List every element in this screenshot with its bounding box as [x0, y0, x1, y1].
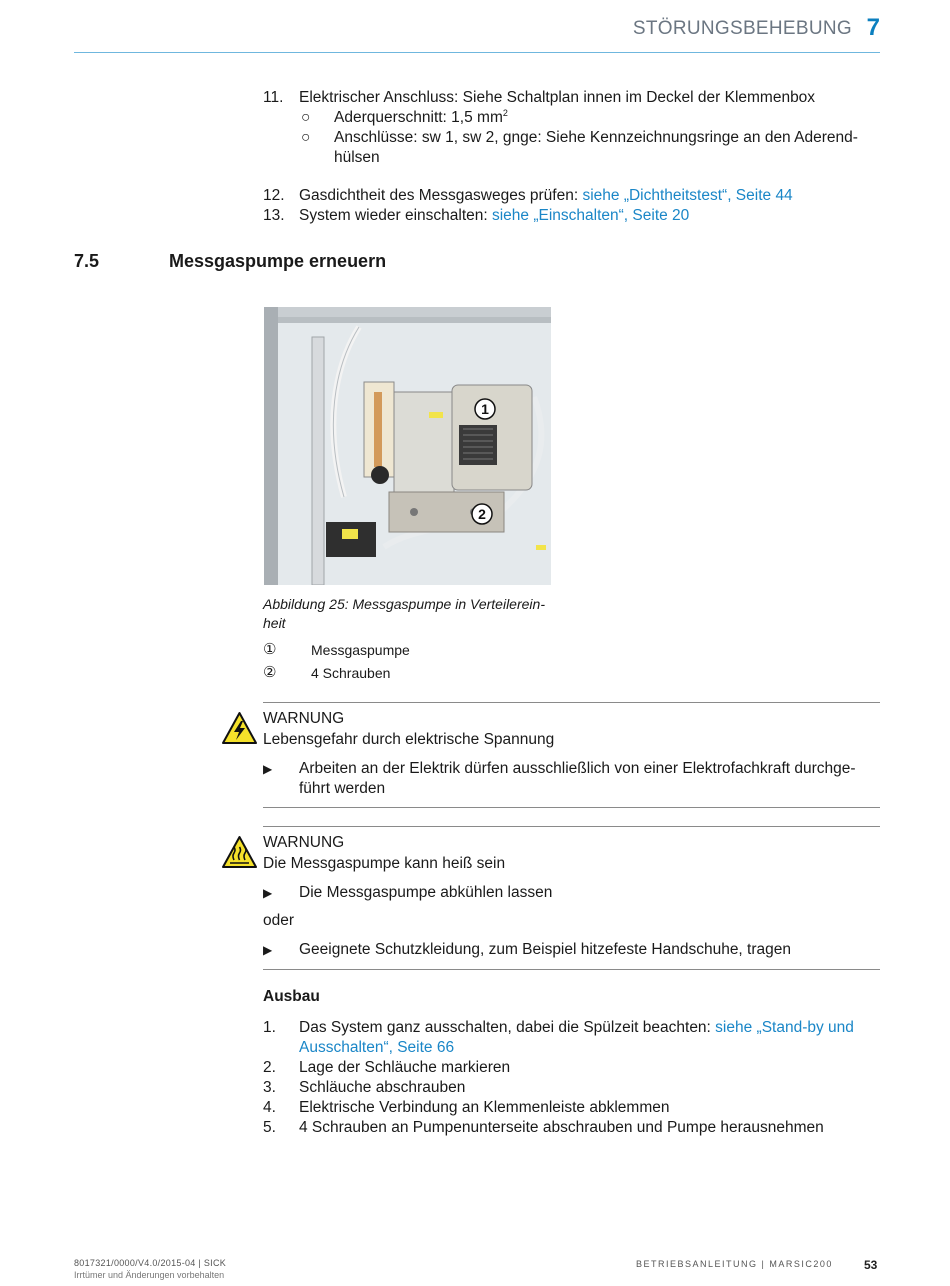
sub-item-text: Aderquerschnitt: 1,5 mm — [334, 109, 503, 126]
step-number: 1. — [263, 1019, 276, 1036]
step-text-cont — [299, 1038, 874, 1058]
legend-text: 4 Schrauben — [311, 665, 391, 681]
step-text-main: Das System ganz ausschalten, dabei die Spülzeit beachten: — [299, 1019, 716, 1036]
link-einschalten[interactable]: siehe „Einschalten“, Seite 20 — [491, 207, 690, 224]
callout-2: 2 — [478, 506, 486, 522]
section-title: Messgaspumpe erneuern — [169, 251, 387, 271]
ausbau-heading: Ausbau — [263, 988, 320, 1005]
footer-manual: BETRIEBSANLEITUNG | MARSIC200 — [636, 1259, 833, 1269]
action-line: führt werden — [299, 780, 386, 797]
legend-text: Messgaspumpe — [311, 642, 410, 658]
chapter-number: 7 — [866, 14, 880, 41]
sub-bullet: ○ — [301, 109, 311, 126]
step-number: 13. — [263, 207, 285, 224]
chapter-title: STÖRUNGSBEHEBUNG — [632, 18, 852, 39]
pump-photo — [264, 307, 551, 585]
footer-disclaimer: Irrtümer und Änderungen vorbehalten — [74, 1270, 225, 1280]
step-text — [299, 206, 874, 226]
legend-mark: ② — [263, 664, 277, 681]
action-arrow-icon: ▶ — [263, 943, 273, 957]
step-text: Schläuche abschrauben — [299, 1079, 466, 1096]
step-text: Elektrischer Anschluss: Siehe Schaltplan innen im Deckel der Klemmenbox — [299, 89, 816, 106]
step-number: 12. — [263, 187, 285, 204]
superscript: 2 — [502, 107, 508, 118]
step-text-main: System wieder einschalten: — [299, 207, 492, 224]
sub-item-text-cont: hülsen — [334, 149, 380, 166]
footer-doc-id: 8017321/0000/V4.0/2015-04 | SICK — [74, 1258, 227, 1268]
step-text — [299, 1018, 874, 1038]
legend-mark: ① — [263, 641, 277, 658]
page-number: 53 — [864, 1258, 878, 1272]
step-number: 2. — [263, 1059, 276, 1076]
step-text-main: Gasdichtheit des Messgasweges prüfen: — [299, 187, 583, 204]
link-dichtheitstest[interactable]: siehe „Dichtheitstest“, Seite 44 — [582, 187, 793, 204]
warning-action — [299, 759, 874, 799]
or-text: oder — [263, 912, 295, 929]
warning-title: WARNUNG — [263, 834, 345, 851]
section-number: 7.5 — [74, 251, 100, 271]
step-text: 4 Schrauben an Pumpenunterseite abschrauben und Pumpe herausnehmen — [299, 1119, 824, 1136]
link-standby[interactable]: siehe „Stand-by und — [715, 1019, 854, 1036]
action-arrow-icon: ▶ — [263, 762, 273, 776]
warning-rule-bottom — [263, 969, 880, 970]
pump-illustration — [264, 307, 551, 585]
warning-action: Geeignete Schutzkleidung, zum Beispiel hitzefeste Handschuhe, tragen — [299, 941, 791, 958]
step-number: 3. — [263, 1079, 276, 1096]
warning-action: Die Messgaspumpe abkühlen lassen — [299, 884, 553, 901]
action-line: Arbeiten an der Elektrik dürfen ausschließlich von einer Elektrofachkraft durchge- — [299, 760, 856, 777]
step-text — [299, 186, 874, 206]
warning-title: WARNUNG — [263, 710, 345, 727]
warning-subtitle: Die Messgaspumpe kann heiß sein — [263, 855, 506, 872]
sub-bullet: ○ — [301, 129, 311, 146]
caption-line: heit — [263, 615, 286, 631]
figure-caption — [263, 595, 563, 633]
sub-item-text: Anschlüsse: sw 1, sw 2, gnge: Siehe Kennzeichnungsringe an den Aderend- — [334, 129, 858, 146]
warning-subtitle: Lebensgefahr durch elektrische Spannung — [263, 731, 555, 748]
step-text: Elektrische Verbindung an Klemmenleiste abklemmen — [299, 1099, 670, 1116]
action-arrow-icon: ▶ — [263, 886, 273, 900]
sub-item — [334, 108, 874, 128]
step-number: 4. — [263, 1099, 276, 1116]
step-number: 5. — [263, 1119, 276, 1136]
warning-rule-top — [263, 826, 880, 827]
step-text: Lage der Schläuche markieren — [299, 1059, 511, 1076]
link-standby-cont[interactable]: Ausschalten“, Seite 66 — [299, 1039, 455, 1056]
callout-1: 1 — [481, 401, 489, 417]
caption-line: Abbildung 25: Messgaspumpe in Verteilerein- — [263, 596, 545, 612]
hot-surface-icon — [221, 835, 258, 869]
warning-rule-bottom — [263, 807, 880, 808]
warning-rule-top — [263, 702, 880, 703]
header-rule — [74, 52, 880, 53]
electric-hazard-icon — [221, 711, 258, 745]
step-number: 11. — [263, 89, 284, 106]
